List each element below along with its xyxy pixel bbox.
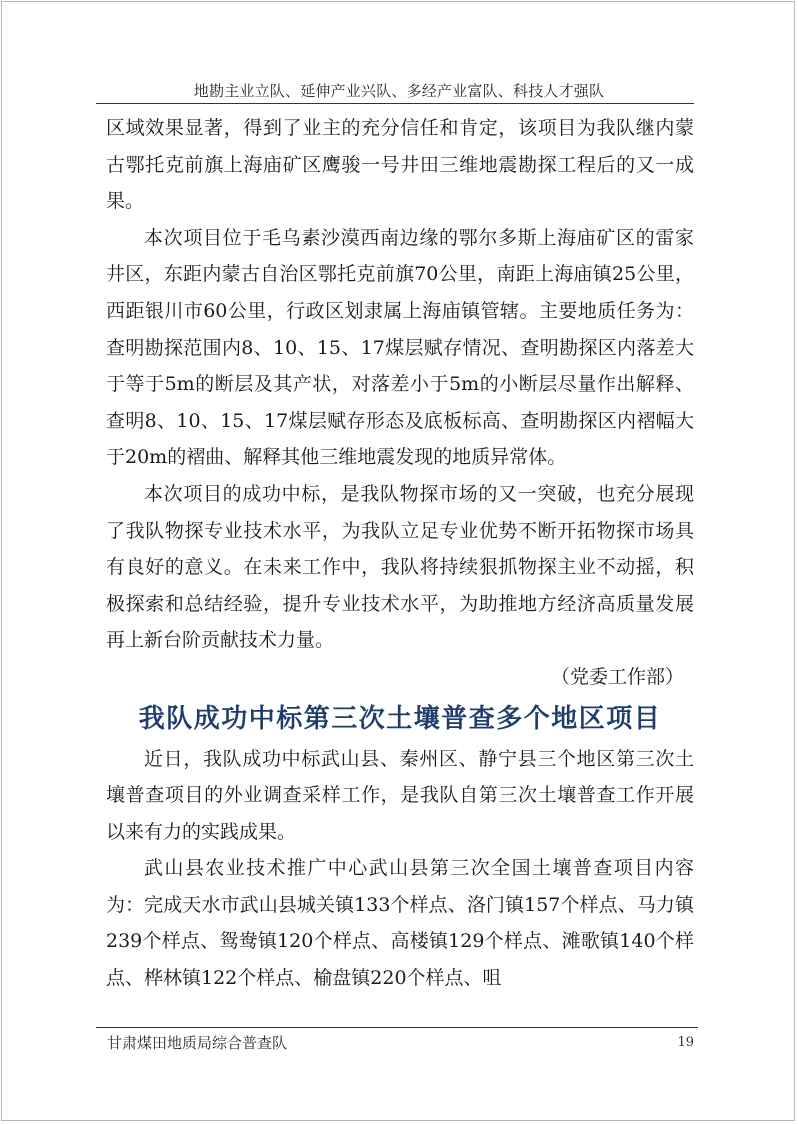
footer-organization: 甘肃煤田地质局综合普查队 — [107, 1034, 288, 1052]
article1-paragraph-2: 本次项目位于毛乌素沙漠西南边缘的鄂尔多斯上海庙矿区的雷家井区，东距内蒙古自治区鄂托克前旗70公里，南距上海庙镇25公里，西距银川市60公里，行政区划隶属上海庙镇管辖。主要地质任务为：查明勘探范围内8、10、15、17煤层赋存情况、查明勘探区内落差大于等于5m的断层及其产状，对落差小于5m的小断层尽量作出解释、查明8、10、15、17煤层赋存形态及底板标高、查明勘探区内褶幅大于20m的褶曲、解释其他三维地震发现的地质异常体。 — [106, 226, 694, 469]
article2-paragraph-2: 武山县农业技术推广中心武山县第三次全国土壤普查项目内容为：完成天水市武山县城关镇133个样点、洛门镇157个样点、马力镇239个样点、鸳鸯镇120个样点、高楼镇129个样点、滩歌镇140个样点、桦林镇122个样点、榆盘镇220个样点、咀 — [106, 857, 694, 990]
article2-title: 我队成功中标第三次土壤普查多个地区项目 — [138, 703, 662, 734]
article2-paragraph-1: 近日，我队成功中标武山县、秦州区、静宁县三个地区第三次土壤普查项目的外业调查采样工作，是我队自第三次土壤普查工作开展以来有力的实践成果。 — [106, 747, 694, 843]
article1-signature: （党委工作部） — [550, 665, 684, 688]
page-number: 19 — [677, 1035, 694, 1050]
article1-paragraph-1: 区域效果显著，得到了业主的充分信任和肯定，该项目为我队继内蒙古鄂托克前旗上海庙矿区鹰骏一号井田三维地震勘探工程后的又一成果。 — [106, 117, 694, 213]
running-header: 地勘主业立队、延伸产业兴队、多经产业富队、科技人才强队 — [193, 82, 605, 100]
footer-rule — [96, 1027, 698, 1028]
article1-paragraph-3: 本次项目的成功中标，是我队物探市场的又一突破，也充分展现了我队物探专业技术水平，为我队立足专业优势不断开拓物探市场具有良好的意义。在未来工作中，我队将持续狠抓物探主业不动摇，积极探索和总结经验，提升专业技术水平，为助推地方经济高质量发展再上新台阶贡献技术力量。 — [106, 482, 694, 652]
header-rule — [96, 103, 694, 104]
body-text — [106, 110, 694, 997]
